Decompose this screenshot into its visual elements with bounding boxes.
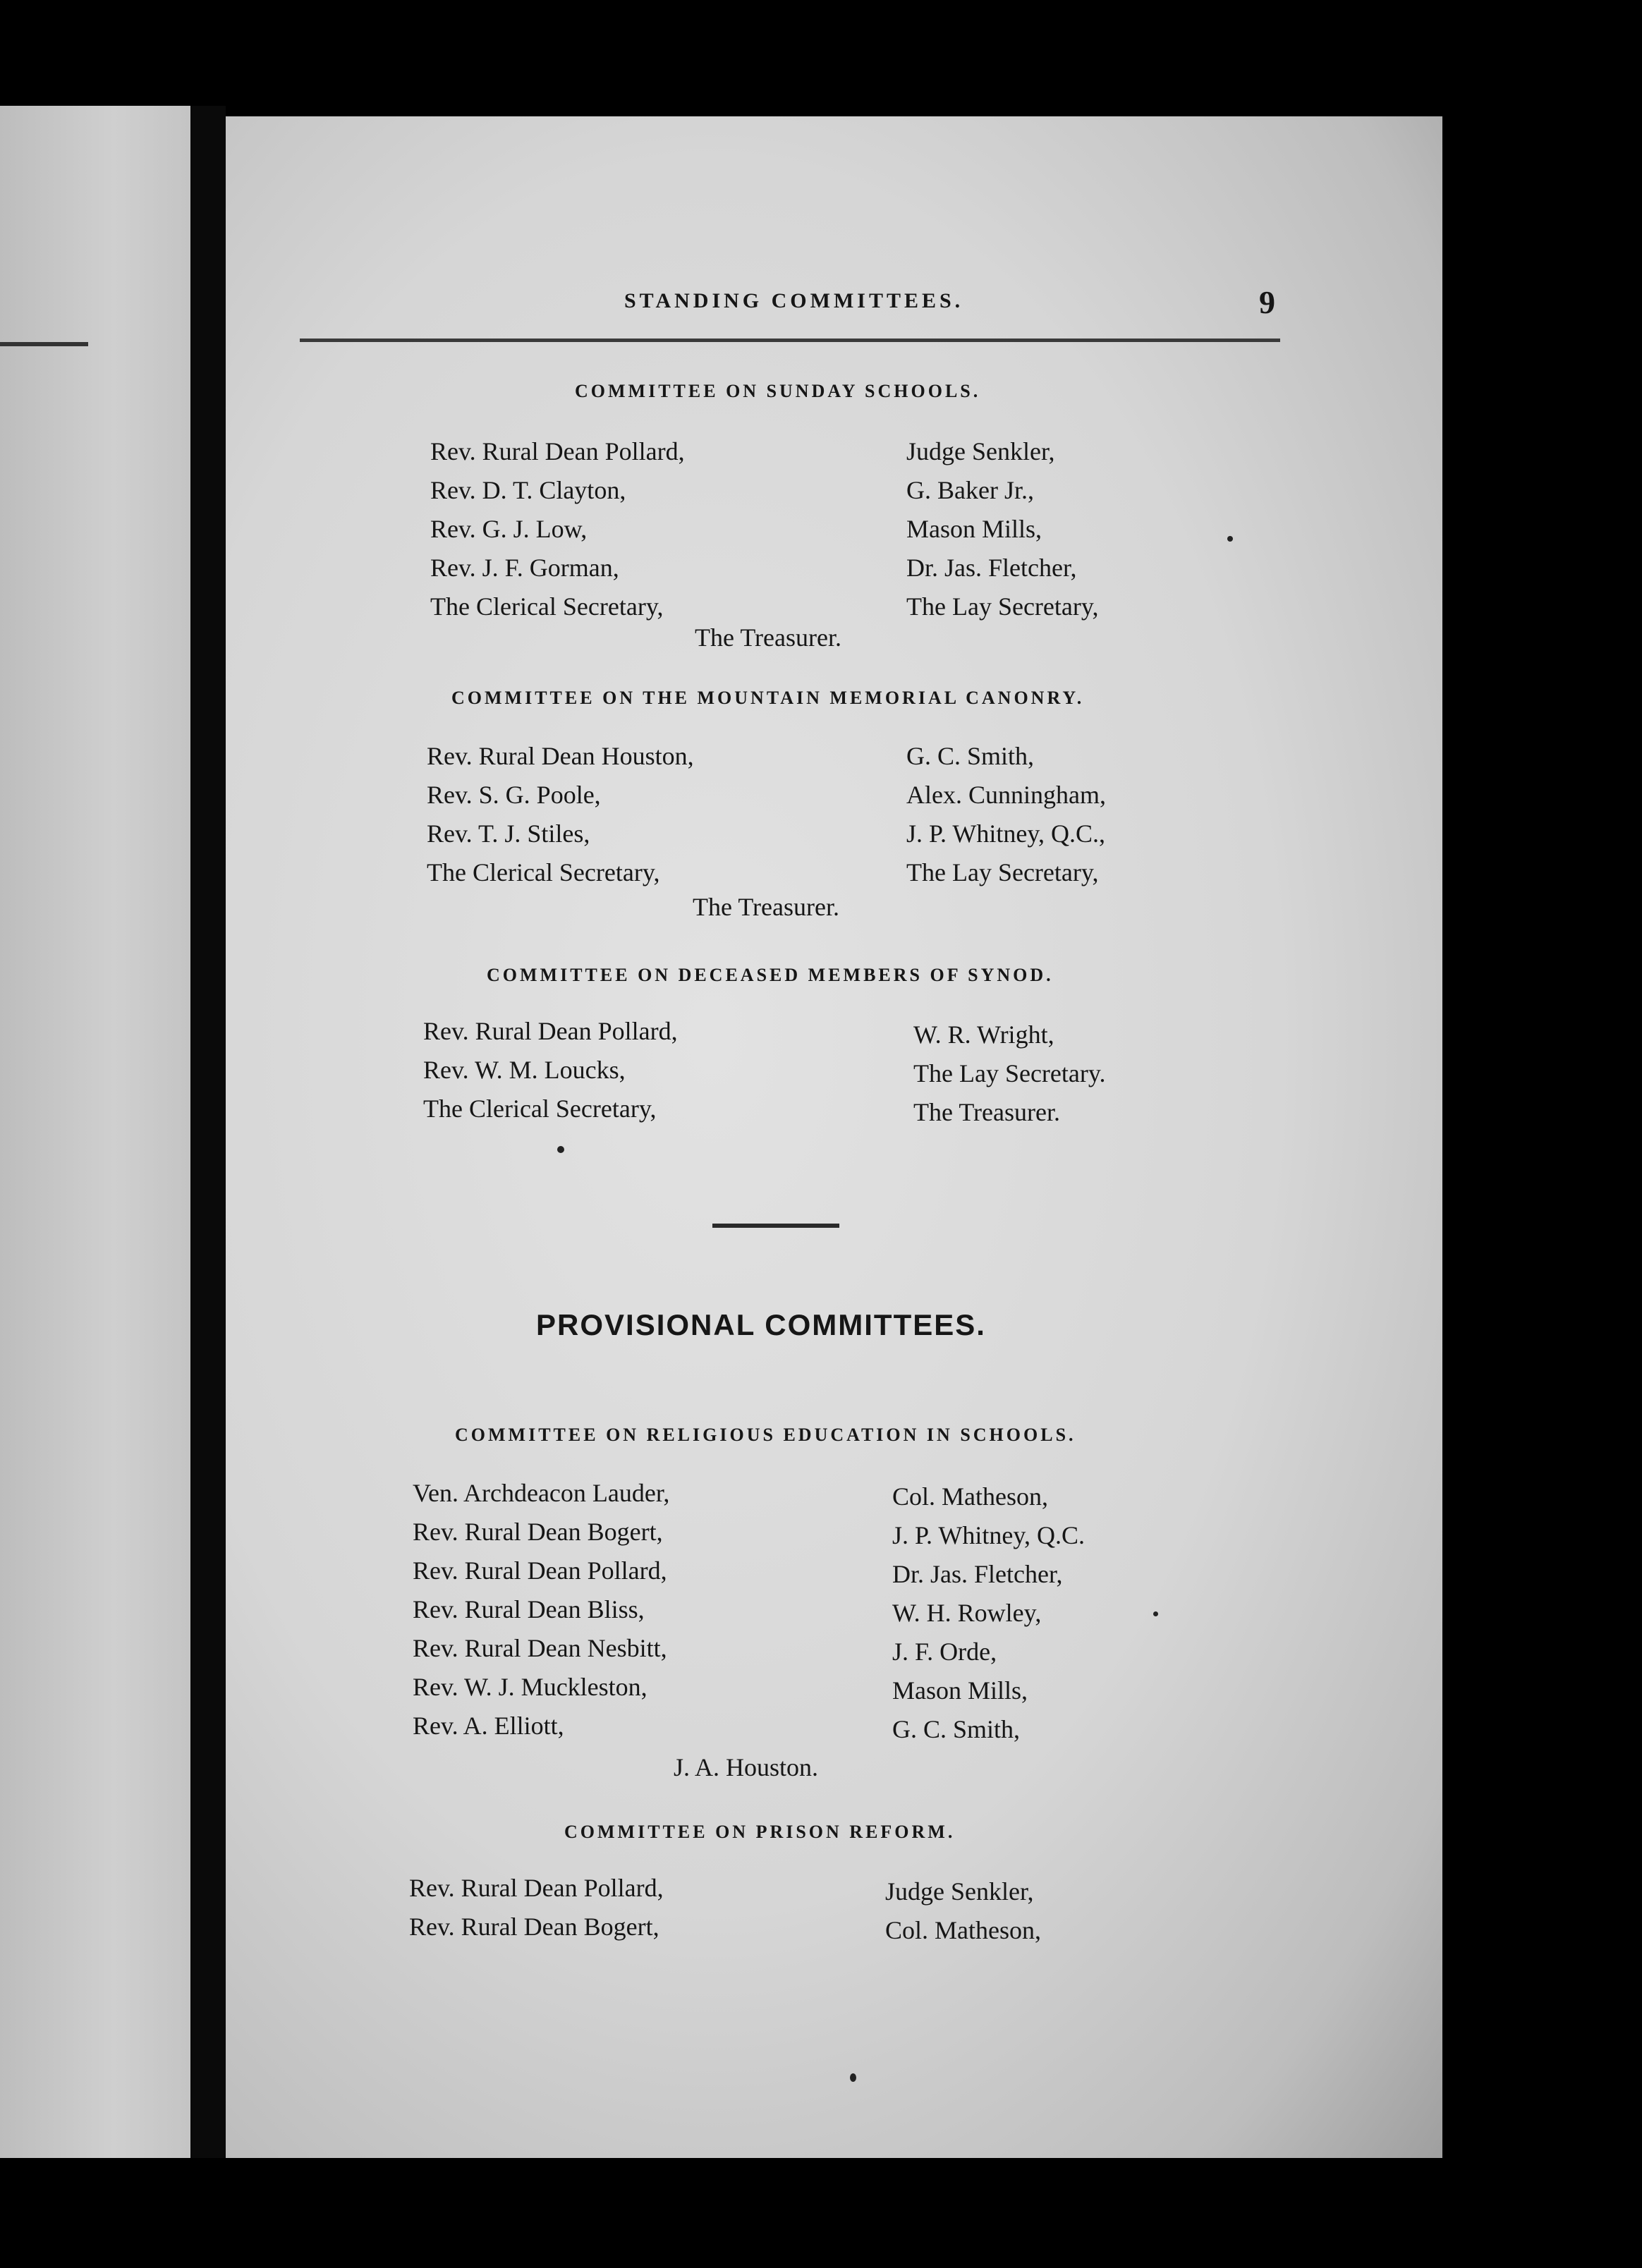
member-name: Judge Senkler,	[906, 437, 1055, 465]
member-name: J. P. Whitney, Q.C.	[892, 1521, 1085, 1549]
member-name: Dr. Jas. Fletcher,	[892, 1560, 1063, 1588]
section-divider	[712, 1224, 839, 1228]
member-name: The Lay Secretary,	[906, 592, 1099, 621]
member-list-right	[906, 737, 1106, 892]
member-name: Ven. Archdeacon Lauder,	[413, 1479, 670, 1507]
member-list-right	[892, 1477, 1085, 1749]
member-name: Mason Mills,	[892, 1676, 1028, 1705]
committee-title-prison-reform: COMMITTEE ON PRISON REFORM.	[564, 1822, 956, 1842]
facing-page-rule	[0, 342, 88, 346]
member-name: Rev. Rural Dean Bogert,	[413, 1518, 663, 1546]
member-centered: J. A. Houston.	[674, 1753, 819, 1781]
member-name: Rev. J. F. Gorman,	[430, 554, 619, 582]
member-list-right	[885, 1872, 1041, 1950]
member-list-left	[409, 1869, 664, 1946]
book-gutter	[190, 106, 226, 2158]
member-name: Rev. Rural Dean Pollard,	[423, 1017, 678, 1045]
member-name: Rev. A. Elliott,	[413, 1712, 564, 1740]
member-name: G. Baker Jr.,	[906, 476, 1034, 504]
member-name: W. R. Wright,	[913, 1020, 1054, 1049]
member-list-right	[913, 1016, 1106, 1132]
member-name: J. F. Orde,	[892, 1638, 997, 1666]
member-name: G. C. Smith,	[892, 1715, 1021, 1743]
running-title: STANDING COMMITTEES.	[624, 289, 964, 312]
member-name: The Clerical Secretary,	[427, 858, 660, 886]
member-name: Rev. Rural Dean Pollard,	[409, 1874, 664, 1902]
member-list-left	[413, 1474, 669, 1745]
member-name: Rev. Rural Dean Bliss,	[413, 1595, 645, 1623]
member-name: The Clerical Secretary,	[423, 1095, 657, 1123]
member-name: Col. Matheson,	[892, 1482, 1048, 1511]
member-centered: The Treasurer.	[693, 893, 839, 921]
committee-title-sunday-schools: COMMITTEE ON SUNDAY SCHOOLS.	[575, 381, 981, 401]
member-name: Rev. Rural Dean Houston,	[427, 742, 694, 770]
member-name: Alex. Cunningham,	[906, 781, 1106, 809]
member-list-left	[430, 432, 685, 626]
page-header	[226, 284, 1442, 331]
ink-speck	[850, 2073, 856, 2082]
member-name: Rev. S. G. Poole,	[427, 781, 601, 809]
member-name: The Clerical Secretary,	[430, 592, 664, 621]
member-name: Judge Senkler,	[885, 1877, 1034, 1906]
committee-title-religious-education: COMMITTEE ON RELIGIOUS EDUCATION IN SCHOOLS.	[455, 1425, 1076, 1445]
member-name: J. P. Whitney, Q.C.,	[906, 819, 1106, 848]
facing-page-edge	[0, 106, 190, 2158]
member-list-left	[423, 1012, 678, 1128]
member-name: Rev. G. J. Low,	[430, 515, 588, 543]
ink-speck	[1153, 1611, 1158, 1616]
member-name: Col. Matheson,	[885, 1916, 1041, 1944]
member-centered: The Treasurer.	[695, 623, 841, 652]
member-list-right	[906, 432, 1099, 626]
member-name: G. C. Smith,	[906, 742, 1035, 770]
document-page	[226, 116, 1442, 2158]
member-name: Rev. Rural Dean Pollard,	[413, 1556, 667, 1585]
header-rule	[300, 339, 1280, 342]
member-name: The Lay Secretary,	[906, 858, 1099, 886]
member-list-left	[427, 737, 694, 892]
ink-speck	[1227, 536, 1233, 542]
committee-title-deceased-members: COMMITTEE ON DECEASED MEMBERS OF SYNOD.	[487, 965, 1054, 985]
member-name: The Lay Secretary.	[913, 1059, 1106, 1087]
provisional-committees-heading: PROVISIONAL COMMITTEES.	[536, 1308, 986, 1341]
member-name: Rev. Rural Dean Nesbitt,	[413, 1634, 667, 1662]
member-name: Rev. T. J. Stiles,	[427, 819, 590, 848]
member-name: The Treasurer.	[913, 1098, 1060, 1126]
member-name: Rev. W. J. Muckleston,	[413, 1673, 647, 1701]
member-name: W. H. Rowley,	[892, 1599, 1042, 1627]
member-name: Rev. D. T. Clayton,	[430, 476, 626, 504]
member-name: Rev. Rural Dean Pollard,	[430, 437, 685, 465]
member-name: Dr. Jas. Fletcher,	[906, 554, 1077, 582]
member-name: Rev. W. M. Loucks,	[423, 1056, 626, 1084]
page-number: 9	[1259, 284, 1275, 320]
member-name: Mason Mills,	[906, 515, 1042, 543]
committee-title-mountain-memorial: COMMITTEE ON THE MOUNTAIN MEMORIAL CANONRY.	[451, 688, 1085, 708]
member-name: Rev. Rural Dean Bogert,	[409, 1913, 659, 1941]
ink-speck	[557, 1146, 564, 1153]
